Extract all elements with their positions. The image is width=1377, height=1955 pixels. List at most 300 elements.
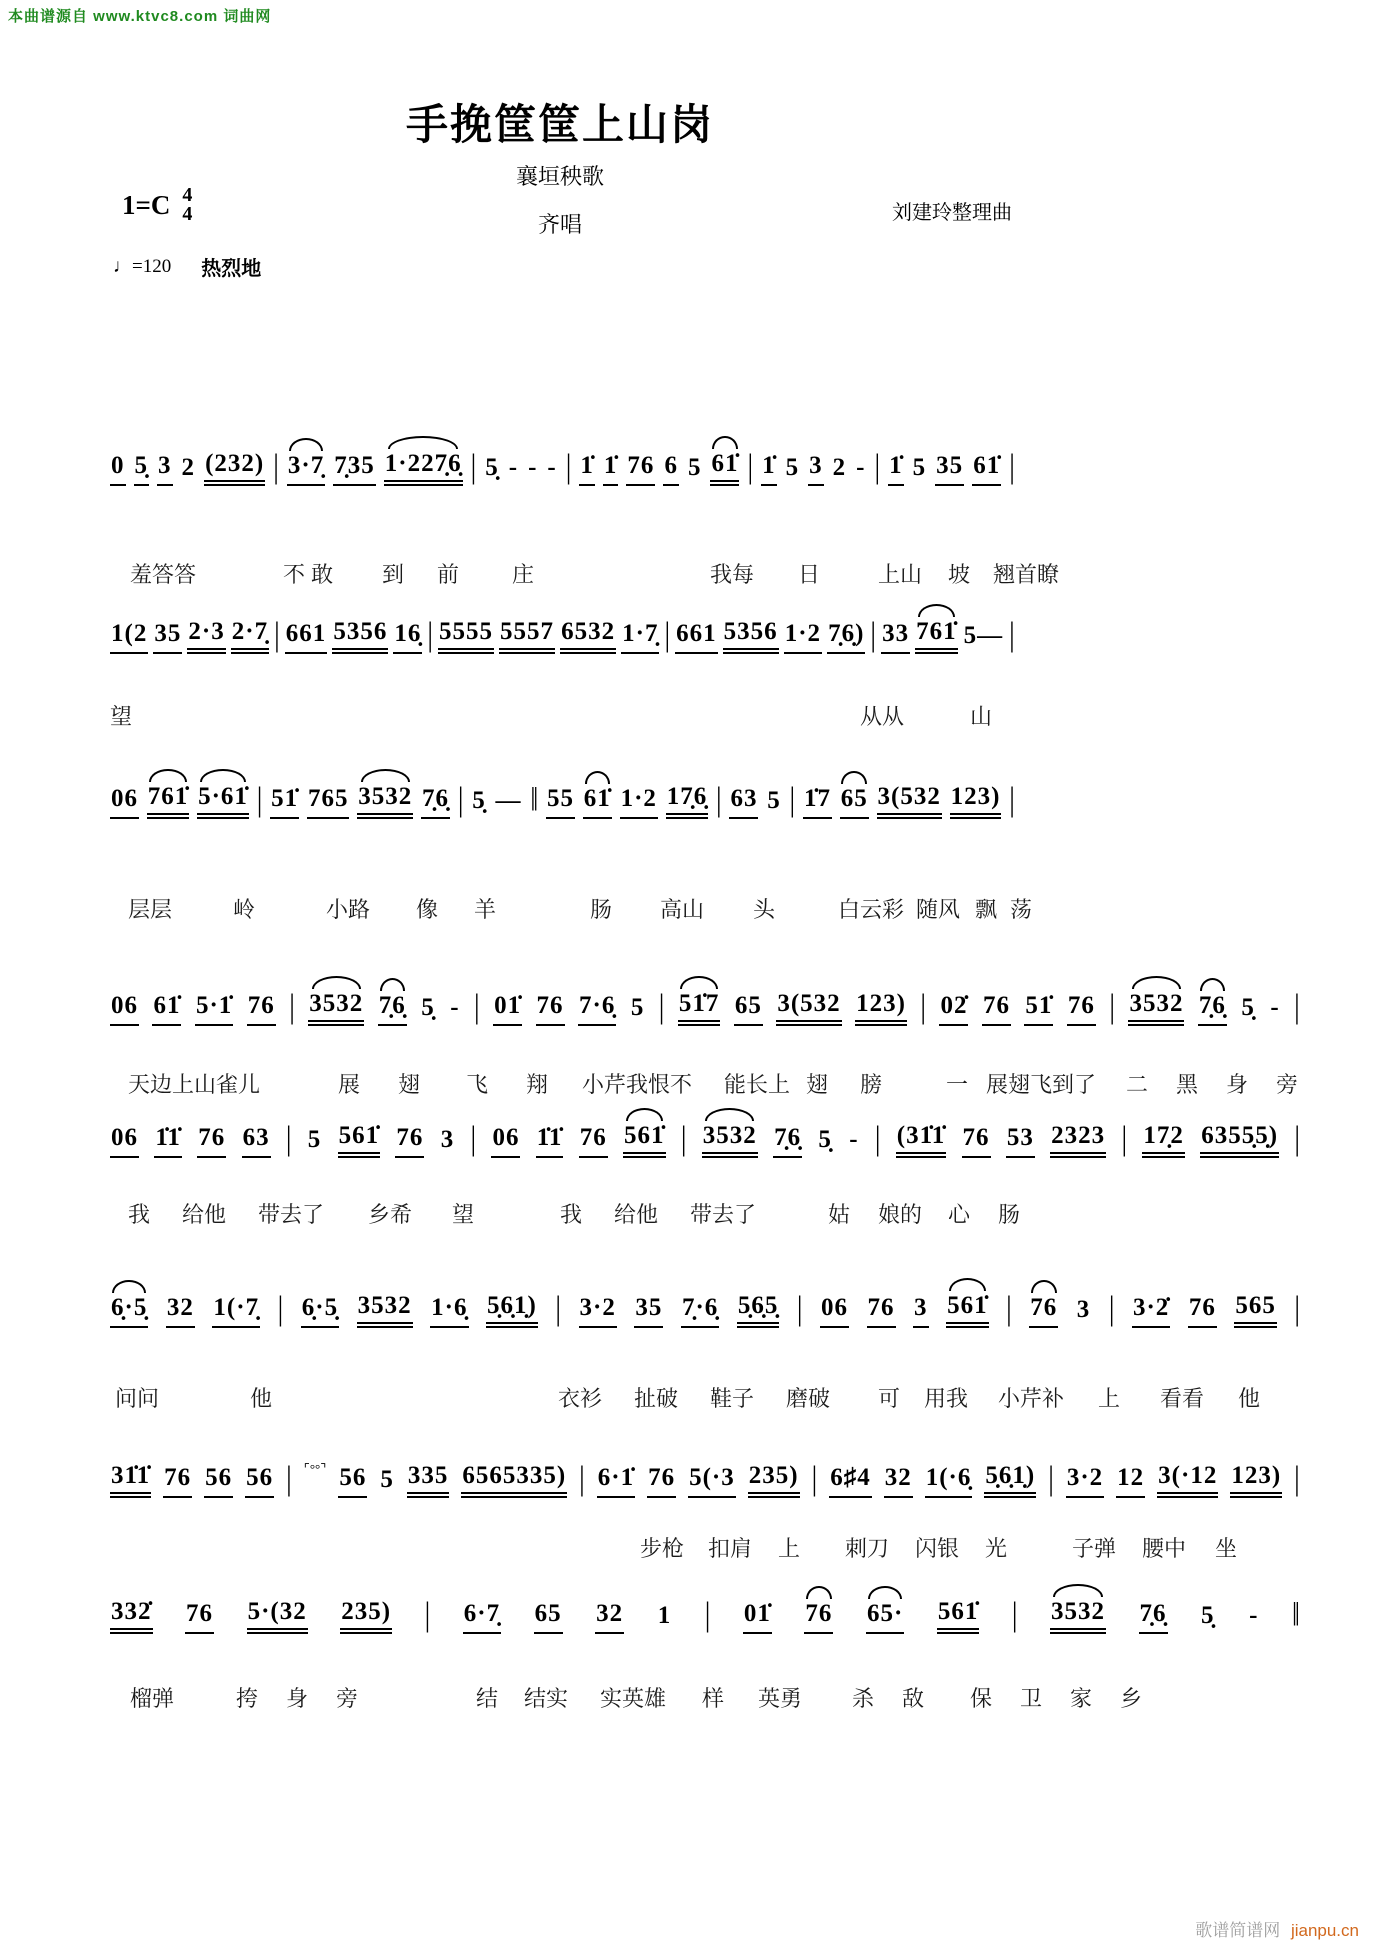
time-signature	[182, 186, 192, 224]
lyric-segment: 飞	[466, 1072, 489, 1097]
key-label: 1=C	[122, 189, 171, 220]
barline: |	[1294, 1120, 1300, 1158]
lyric-segment: 荡	[1010, 897, 1033, 922]
lyric-segment: 上	[778, 1536, 801, 1561]
note-group: 3(532	[877, 783, 942, 819]
barline: |	[658, 988, 665, 1026]
note-group: 5	[767, 787, 781, 814]
barline: |	[874, 448, 881, 486]
score-line-4	[110, 988, 1300, 1097]
note-group: —	[495, 787, 522, 814]
note-group: -	[1270, 994, 1280, 1021]
lyric-segment: 肠	[998, 1202, 1021, 1227]
barline: |	[555, 1290, 561, 1328]
note-group: 3	[1076, 1296, 1091, 1323]
barline: |	[1294, 1460, 1300, 1498]
note-group: 1·6̣	[430, 1294, 468, 1328]
lyric-segment: 腰中	[1142, 1536, 1187, 1561]
note-group: 7̣6̣)	[827, 620, 865, 654]
note-group: 5·1̇	[195, 992, 233, 1026]
barline: |	[874, 1120, 881, 1158]
note-group: 6532	[560, 618, 616, 654]
barline: |	[457, 781, 464, 819]
note-group: 65	[840, 785, 869, 819]
note-group: 235)	[748, 1462, 800, 1498]
lyric-segment: 我	[560, 1202, 583, 1227]
note-group: 56	[338, 1464, 367, 1498]
note-group: 2323	[1050, 1122, 1106, 1158]
note-group: 51̇	[1024, 992, 1053, 1026]
note-group: (31̇1̇	[896, 1122, 946, 1158]
note-group: 16̣	[393, 620, 422, 654]
note-group: 76	[867, 1294, 896, 1328]
note-group: 5	[380, 1466, 394, 1493]
note-group: 76	[197, 1124, 226, 1158]
lyric-segment: 羊	[474, 897, 497, 922]
note-group: 32	[166, 1294, 195, 1328]
grace-note-ornament: ⌜°°⌝	[303, 1461, 327, 1476]
note-group: 661	[285, 620, 328, 654]
note-group: 76	[163, 1464, 192, 1498]
lyric-segment: 旁	[1276, 1072, 1299, 1097]
barline: |	[277, 1290, 284, 1328]
note-group: 5	[687, 454, 702, 481]
note-group: 51̇7	[678, 990, 721, 1026]
lyric-segment: 翘首瞭	[993, 562, 1060, 587]
lyric-segment: 敌	[902, 1686, 925, 1711]
note-group: 1(·7̣	[212, 1294, 260, 1328]
note-group: 5·61̇	[197, 783, 249, 819]
note-group: 2	[832, 454, 847, 481]
note-group: 123)	[855, 990, 907, 1026]
lyric-segment: 羞答答	[130, 562, 197, 587]
note-group: 76	[579, 1124, 608, 1158]
lyric-segment: 英勇	[758, 1686, 803, 1711]
barline: |	[1294, 988, 1300, 1026]
lyric-segment: 像	[416, 897, 439, 922]
notes-row	[110, 1462, 1300, 1498]
note-group: 1̇	[888, 452, 904, 486]
note-group: 5356	[332, 618, 388, 654]
note-group: 6565335)	[461, 1462, 567, 1498]
barline: |	[285, 1120, 292, 1158]
lyric-segment: 随风	[916, 897, 961, 922]
barline: |	[1011, 1596, 1018, 1634]
note-group: 3·2̇	[1132, 1294, 1170, 1328]
lyric-segment: 给他	[182, 1202, 227, 1227]
barline: |	[565, 448, 572, 486]
note-group: 1(·6̣	[925, 1464, 973, 1498]
note-group: 76	[1188, 1294, 1217, 1328]
note-group: 3	[913, 1294, 929, 1328]
barline: |	[1294, 1290, 1300, 1328]
note-group: 5	[630, 994, 645, 1021]
lyric-segment: 我每	[710, 562, 755, 587]
note-group: 61̇	[710, 450, 739, 486]
time-signature-top: 4	[182, 184, 193, 206]
note-group: 02̇	[939, 992, 968, 1026]
score-line-6	[110, 1290, 1300, 1411]
lyric-segment: 乡希	[368, 1202, 413, 1227]
barline: |	[664, 616, 671, 654]
note-group: 61̇	[583, 785, 612, 819]
barline: |	[789, 781, 796, 819]
note-group: 33	[881, 620, 910, 654]
note-group: -	[1249, 1602, 1259, 1629]
note-group: 1·2	[620, 785, 658, 819]
tempo-marking: ♩=120	[113, 255, 172, 277]
lyric-segment: 坐	[1215, 1536, 1238, 1561]
lyric-segment: 家	[1070, 1686, 1093, 1711]
lyric-segment: 鞋子	[710, 1386, 755, 1411]
lyric-segment: 黑	[1176, 1072, 1199, 1097]
note-group: 65	[534, 1600, 563, 1634]
barline: |	[920, 988, 927, 1026]
note-group: 3	[157, 452, 173, 486]
note-group: 5̣	[472, 787, 486, 814]
note-group: 5̣	[485, 454, 499, 481]
lyric-segment: 天边上山雀儿	[128, 1072, 261, 1097]
note-group: 3·2	[579, 1294, 617, 1328]
note-group: 7̣6̣	[378, 992, 407, 1026]
barline: |	[1048, 1460, 1054, 1498]
lyric-segment: 从从	[860, 704, 905, 729]
note-group: 7̣6̣	[421, 785, 450, 819]
note-group: 332̇	[110, 1598, 153, 1634]
lyric-segment: 层层	[128, 897, 173, 922]
note-group: 56	[245, 1464, 274, 1498]
lyric-segment: 光	[985, 1536, 1008, 1561]
note-group: 3532	[357, 1292, 413, 1328]
barline: |	[1009, 448, 1015, 486]
barline: |	[1006, 1290, 1012, 1328]
note-group: 3·2	[1066, 1464, 1104, 1498]
note-group: 17̣2	[1142, 1122, 1185, 1158]
lyric-segment: 姑	[828, 1202, 851, 1227]
lyric-segment: 坡	[948, 562, 971, 587]
note-group: 76	[962, 1124, 991, 1158]
lyric-segment: 展翅飞到了	[986, 1072, 1097, 1097]
note-group: 56	[204, 1464, 233, 1498]
note-group: 32	[595, 1600, 624, 1634]
lyric-segment: 保	[970, 1686, 993, 1711]
score-line-5	[110, 1120, 1300, 1227]
lyric-segment: 我	[128, 1202, 151, 1227]
note-group: 5̣6̣1̣)	[984, 1462, 1036, 1498]
note-group: -	[856, 454, 866, 481]
note-group: 3532	[357, 783, 413, 819]
note-group: 76	[185, 1600, 214, 1634]
barline: ‖	[530, 781, 539, 819]
lyric-segment: 岭	[233, 897, 256, 922]
score-line-1	[110, 448, 1060, 587]
score-line-3	[110, 781, 1033, 922]
notes-row	[110, 1598, 1300, 1634]
barline: |	[1109, 988, 1115, 1026]
note-group: 76	[647, 1464, 676, 1498]
lyric-segment: 上山	[878, 562, 923, 587]
note-group: 765	[307, 785, 350, 819]
lyric-segment: 展	[338, 1072, 361, 1097]
note-group: 76	[982, 992, 1011, 1026]
lyric-segment: 他	[250, 1386, 273, 1411]
note-group: 51̇	[270, 785, 299, 819]
lyric-segment: 山	[970, 704, 993, 729]
lyric-segment: 乡	[1120, 1686, 1143, 1711]
note-group: -	[508, 454, 519, 481]
note-group: 7·6̣	[578, 992, 616, 1026]
barline: |	[289, 988, 295, 1026]
note-group: 35	[153, 620, 182, 654]
note-group: 3·7̣	[287, 452, 325, 486]
song-subtitle: 襄垣秧歌	[515, 164, 604, 189]
note-group: 1·7̣	[621, 620, 659, 654]
lyric-segment: 庄	[512, 562, 535, 587]
note-group: 3(532	[776, 990, 841, 1026]
notes-row	[110, 618, 1015, 654]
lyric-segment: 挎	[236, 1686, 259, 1711]
site-name: 歌谱简谱网	[1195, 1921, 1281, 1940]
note-group: 2·7̣	[231, 618, 269, 654]
note-group: 561̇	[937, 1598, 980, 1634]
note-group: 31̇1̇	[110, 1462, 151, 1498]
lyric-segment: 可	[878, 1386, 901, 1411]
lyric-segment: 膀	[860, 1072, 883, 1097]
lyric-segment: 实英雄	[600, 1686, 667, 1711]
lyric-segment: 带去了	[690, 1202, 757, 1227]
barline: |	[1009, 616, 1015, 654]
note-group: 5̣	[134, 452, 150, 486]
note-group: 1̇	[603, 452, 619, 486]
lyric-segment: 身	[286, 1686, 309, 1711]
note-group: 5̣6̣1̣)	[486, 1292, 538, 1328]
note-group: 3532	[1050, 1598, 1106, 1634]
note-group: 5̣6̣5̣	[737, 1292, 780, 1328]
score-line-8	[110, 1596, 1300, 1711]
lyric-segment: 小芹我恨不	[582, 1072, 693, 1097]
note-group: 12	[1116, 1464, 1145, 1498]
note-group: 123)	[1230, 1462, 1282, 1498]
notes-row	[110, 783, 1015, 819]
note-group: 32	[884, 1464, 913, 1498]
lyric-segment: 日	[798, 562, 821, 587]
barline: |	[1108, 1290, 1115, 1328]
lyric-segment: 问问	[115, 1386, 160, 1411]
note-group: 5̣	[1241, 994, 1255, 1021]
note-group: 335	[407, 1462, 450, 1498]
note-group: 1̇7	[803, 785, 832, 819]
note-group: 01̇	[743, 1600, 772, 1634]
lyric-segment: 到	[382, 562, 405, 587]
barline: |	[870, 616, 877, 654]
note-group: 561̇	[623, 1122, 666, 1158]
barline: |	[274, 616, 280, 654]
notes-row	[110, 1292, 1300, 1328]
note-group: 2·3	[187, 618, 225, 654]
lyric-segment: 飘	[975, 897, 998, 922]
note-group: 76	[626, 452, 655, 486]
note-group: 61̇	[152, 992, 181, 1026]
lyric-segment: 用我	[924, 1386, 969, 1411]
lyric-segment: 磨破	[786, 1386, 831, 1411]
lyric-segment: 闪银	[915, 1536, 960, 1561]
lyric-segment: 小路	[326, 897, 371, 922]
lyric-segment: 翔	[526, 1072, 549, 1097]
notes-row	[110, 1122, 1300, 1158]
lyric-segment: 高山	[660, 897, 705, 922]
lyric-segment: 上	[1098, 1386, 1121, 1411]
note-group: 5—	[963, 622, 1004, 649]
note-group: 6·7̣	[463, 1600, 501, 1634]
barline: |	[273, 448, 279, 486]
lyric-segment: 扯破	[634, 1386, 679, 1411]
expression-marking: 热烈地	[201, 258, 262, 280]
note-group: 1̇1̇	[154, 1124, 182, 1158]
note-group: 761̇	[915, 618, 958, 654]
note-group: 06	[110, 992, 139, 1026]
note-group: 0	[110, 452, 126, 486]
note-group: 7̣35	[333, 452, 376, 486]
tempo-row	[113, 252, 261, 281]
composer-credit: 刘建玲整理曲	[892, 202, 1012, 224]
lyric-segment: 能长上	[724, 1072, 791, 1097]
note-group: 7̣6̣	[1139, 1600, 1168, 1634]
lyric-segment: 衣衫	[558, 1386, 603, 1411]
note-group: 1	[657, 1602, 672, 1629]
lyric-segment: 心	[948, 1202, 971, 1227]
note-group: 3532	[308, 990, 364, 1026]
barline: |	[424, 1596, 431, 1634]
note-group: 76	[395, 1124, 424, 1158]
lyric-segment: 卫	[1020, 1686, 1043, 1711]
note-group: -	[450, 994, 460, 1021]
song-title: 手挽筐筐上山岗	[405, 103, 714, 149]
barline: |	[474, 988, 480, 1026]
lyric-segment: 小芹补	[998, 1386, 1065, 1411]
lyric-segment: 样	[702, 1686, 725, 1711]
lyric-segment: 他	[1238, 1386, 1261, 1411]
note-group: 6	[663, 452, 679, 486]
note-group: 1̇	[761, 452, 777, 486]
note-group: 6♯4	[829, 1464, 872, 1498]
note-group: 5	[912, 454, 927, 481]
time-signature-bottom: 4	[182, 203, 193, 225]
notes-row	[110, 990, 1300, 1026]
lyric-segment: 不 敢	[283, 562, 334, 587]
barline: |	[470, 448, 477, 486]
note-group: 63	[729, 785, 758, 819]
notes-row	[110, 450, 1015, 486]
note-group: 235)	[340, 1598, 392, 1634]
lyric-segment: 望	[110, 704, 133, 729]
barline: |	[579, 1460, 585, 1498]
note-group: 76	[247, 992, 276, 1026]
note-group: 6355̣5̣)	[1200, 1122, 1279, 1158]
note-group: 1̇	[579, 452, 595, 486]
lyric-segment: 子弹	[1072, 1536, 1117, 1561]
note-group: -	[547, 454, 557, 481]
note-group: 06	[820, 1294, 849, 1328]
note-group: 1·2	[784, 620, 822, 654]
note-group: 561̇	[338, 1122, 381, 1158]
barline: |	[470, 1120, 477, 1158]
lyric-segment: 给他	[614, 1202, 659, 1227]
score-line-7	[110, 1460, 1300, 1561]
site-domain: jianpu.cn	[1290, 1921, 1359, 1940]
note-group: 561̇	[946, 1292, 989, 1328]
note-group: 63	[242, 1124, 271, 1158]
lyric-segment: 身	[1226, 1072, 1249, 1097]
note-group: 5356	[723, 618, 779, 654]
note-group: -	[528, 454, 538, 481]
note-group: 76	[1029, 1294, 1058, 1328]
barline: |	[256, 781, 263, 819]
note-group: 5·(32	[247, 1598, 308, 1634]
barline: |	[747, 448, 754, 486]
note-group: 5̣	[1201, 1602, 1215, 1629]
lyric-segment: 结实	[524, 1686, 569, 1711]
note-group: 1(2	[110, 620, 148, 654]
note-group: 55	[546, 785, 575, 819]
lyric-segment: 翅	[398, 1072, 421, 1097]
note-group: 06	[491, 1124, 520, 1158]
note-group: 3	[440, 1126, 455, 1153]
note-group: 7̣6̣	[773, 1124, 802, 1158]
source-watermark: 本曲谱源自 www.ktvc8.com 词曲网	[8, 8, 272, 25]
lyric-segment: 步枪	[640, 1536, 685, 1561]
barline: |	[427, 616, 433, 654]
note-group: 5̣	[818, 1126, 832, 1153]
note-group: 6̣·5̣	[110, 1294, 148, 1328]
barline: |	[704, 1596, 711, 1634]
note-group: 6·1̇	[597, 1464, 635, 1498]
key-signature	[122, 186, 192, 224]
barline: ‖	[1291, 1596, 1300, 1634]
note-group: 6̣·5̣	[301, 1294, 339, 1328]
barline: |	[811, 1460, 818, 1498]
note-group: 661	[675, 620, 718, 654]
note-group: 35	[935, 452, 964, 486]
note-group: 3532	[1128, 990, 1184, 1026]
note-group: 5557	[499, 618, 555, 654]
lyric-segment: 二	[1126, 1072, 1149, 1097]
lyric-segment: 带去了	[258, 1202, 325, 1227]
note-group: 06	[110, 1124, 139, 1158]
note-group: 65	[734, 992, 763, 1026]
lyric-segment: 头	[753, 897, 776, 922]
note-group: 761̇	[147, 783, 190, 819]
note-group: 123)	[950, 783, 1002, 819]
site-watermark	[1195, 1916, 1359, 1941]
note-group: 3532	[702, 1122, 758, 1158]
note-group: 5555	[438, 618, 494, 654]
note-group: -	[849, 1126, 859, 1153]
barline: |	[680, 1120, 687, 1158]
note-group: 61̇	[972, 452, 1001, 486]
note-group: 76	[804, 1600, 833, 1634]
note-group: 76	[536, 992, 565, 1026]
lyric-segment: 刺刀	[845, 1536, 890, 1561]
note-group: 76	[1067, 992, 1096, 1026]
lyric-segment: 旁	[336, 1686, 359, 1711]
note-group: 5	[307, 1126, 322, 1153]
lyric-segment: 翅	[806, 1072, 829, 1097]
note-group: 5̣	[421, 994, 435, 1021]
note-group: 65·	[866, 1600, 904, 1634]
note-group: 5	[785, 454, 800, 481]
note-group: (232)	[204, 450, 265, 486]
note-group: 7̣·6̣	[681, 1294, 719, 1328]
